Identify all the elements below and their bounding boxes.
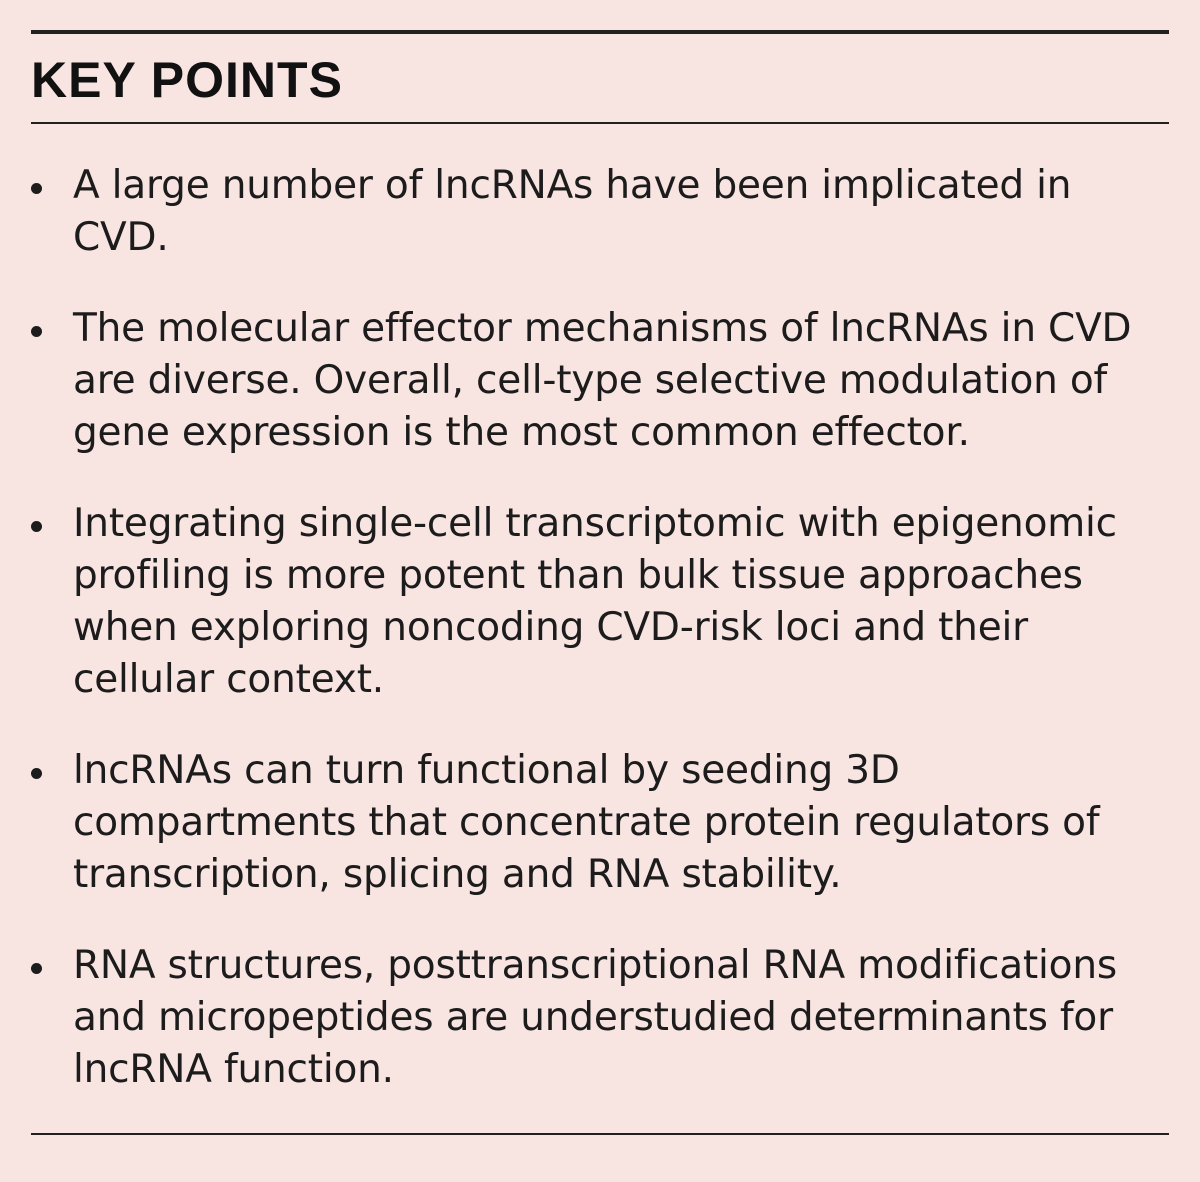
key-point-text: RNA structures, posttranscriptional RNA modifications and micropeptides are understudied determinants for lncRNA function. [73, 943, 1117, 1092]
bullet-icon [31, 521, 42, 532]
key-point-text: lncRNAs can turn functional by seeding 3D compartments that concentrate protein regulators of transcription, splicing and RNA stability. [73, 748, 1100, 897]
key-point-text: Integrating single-cell transcriptomic with epigenomic profiling is more potent than bulk tissue approaches when exploring noncoding CVD-risk loci and their cellular context. [73, 501, 1117, 702]
key-point [31, 940, 1166, 1096]
key-point [31, 498, 1166, 706]
top-rule [31, 30, 1169, 34]
key-point [31, 745, 1166, 901]
title-rule [31, 122, 1169, 124]
box-title: KEY POINTS [31, 52, 343, 108]
bullet-icon [31, 326, 42, 337]
bottom-rule [31, 1133, 1169, 1135]
key-points-list [31, 160, 1166, 1135]
key-point-text: A large number of lncRNAs have been implicated in CVD. [73, 163, 1072, 260]
key-point [31, 160, 1166, 264]
key-point [31, 303, 1166, 459]
bullet-icon [31, 963, 42, 974]
bullet-icon [31, 183, 42, 194]
bullet-icon [31, 768, 42, 779]
key-point-text: The molecular effector mechanisms of lncRNAs in CVD are diverse. Overall, cell-type selective modulation of gene expression is the most common effector. [73, 306, 1132, 455]
